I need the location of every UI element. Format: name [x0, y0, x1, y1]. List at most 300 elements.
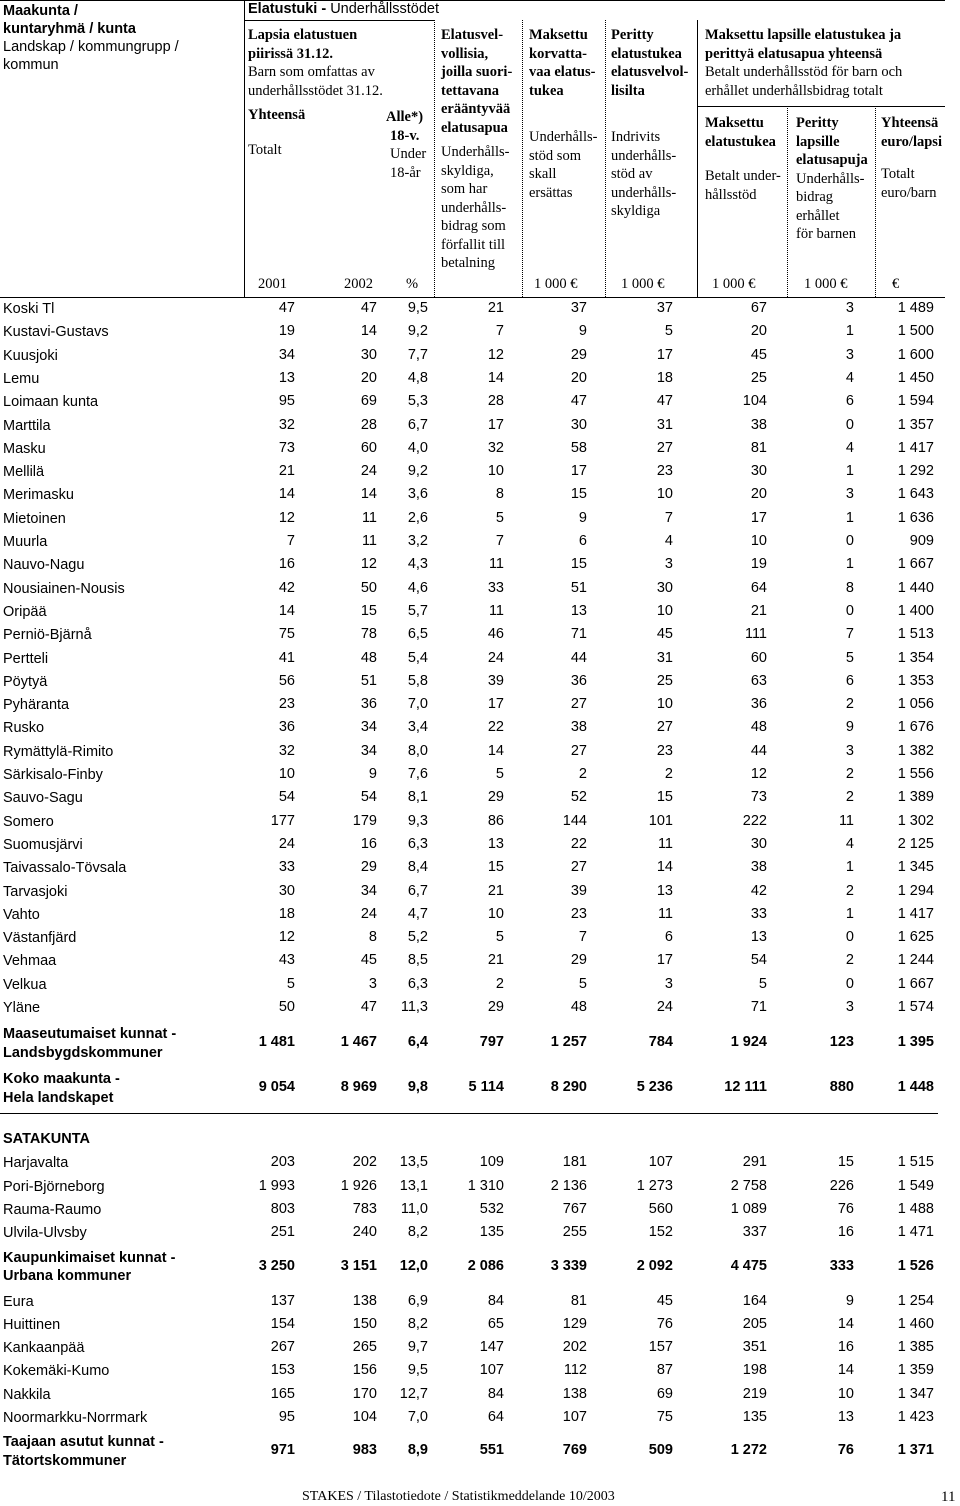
header-line: för barnen: [796, 226, 856, 242]
table-cell: 54: [360, 789, 377, 806]
table-cell: 1 294: [897, 882, 934, 899]
table-cell: 1 526: [897, 1257, 934, 1274]
table-cell: 104: [742, 393, 767, 410]
table-cell: 8,2: [407, 1224, 428, 1241]
row-label: Loimaan kunta: [3, 394, 99, 411]
table-cell: 1 292: [897, 463, 934, 480]
table-cell: 1 600: [897, 346, 934, 363]
header-line: lisilta: [611, 82, 645, 99]
table-row: [0, 347, 960, 370]
table-cell: 1 515: [897, 1154, 934, 1171]
table-cell: 351: [742, 1339, 767, 1356]
table-cell: 76: [656, 1315, 673, 1332]
table-cell: 111: [744, 626, 767, 643]
header-line: stöd som: [529, 147, 581, 164]
table-cell: 21: [278, 463, 295, 480]
table-cell: 509: [648, 1442, 673, 1459]
table-cell: 67: [750, 300, 767, 316]
row-label: Nakkila: [3, 1386, 51, 1403]
table-cell: 47: [278, 300, 295, 316]
table-cell: 5: [664, 323, 673, 340]
header-line: skall: [529, 166, 557, 182]
table-cell: 9: [368, 766, 377, 782]
table-cell: 138: [352, 1292, 377, 1309]
table-cell: 1 395: [897, 1034, 934, 1051]
table-cell: 13: [837, 1409, 854, 1425]
table-cell: 4,8: [407, 369, 428, 386]
table-cell: 1 556: [897, 766, 934, 782]
table-cell: 202: [352, 1154, 377, 1171]
table-cell: 20: [750, 486, 767, 503]
table-cell: 2 758: [730, 1177, 767, 1194]
header-line: underhålls-: [611, 184, 677, 201]
table-cell: 10: [278, 766, 295, 782]
table-cell: 1 467: [340, 1034, 377, 1051]
table-cell: 1 400: [897, 602, 934, 619]
row-label-line: Kaupunkimaiset kunnat -: [3, 1249, 176, 1266]
overdue-header: [441, 26, 512, 273]
table-cell: 3: [845, 486, 854, 503]
table-cell: 13: [656, 882, 673, 899]
table-cell: 4: [845, 835, 854, 852]
table-cell: 28: [487, 393, 504, 410]
row-label: Kustavi-Gustavs: [3, 324, 109, 341]
table-cell: 7: [495, 533, 504, 549]
table-cell: 1 489: [897, 300, 934, 316]
collected-header: [611, 26, 688, 221]
row-label: Särkisalo-Finby: [3, 767, 103, 783]
table-cell: 5: [578, 975, 587, 992]
table-cell: 14: [487, 369, 504, 386]
units-row: 2001 2002 % 1 000 € 1 000 € 1 000 € 1 000 € €: [258, 276, 900, 292]
table-cell: 18: [278, 905, 295, 922]
table-cell: 7: [664, 509, 673, 526]
table-cell: 13,5: [399, 1154, 428, 1171]
table-cell: 157: [648, 1339, 673, 1356]
under18-header: Alle*) 18-v. Under 18-år: [386, 109, 427, 181]
header-line: stöd av: [611, 166, 653, 182]
table-cell: 43: [278, 952, 295, 969]
table-cell: 240: [352, 1224, 377, 1241]
table-cell: 1 302: [897, 812, 934, 829]
table-cell: 12 111: [724, 1079, 767, 1096]
table-cell: 3 339: [550, 1257, 587, 1274]
row-label: Vahto: [3, 906, 40, 923]
table-row: [0, 1316, 960, 1339]
table-row: [0, 1293, 960, 1316]
table-cell: 11: [657, 835, 673, 852]
table-cell: 179: [352, 812, 377, 829]
table-cell: 909: [909, 533, 934, 549]
table-cell: 6: [845, 393, 854, 410]
table-cell: 5: [286, 975, 295, 992]
table-cell: 46: [487, 626, 504, 643]
table-cell: 3 151: [340, 1257, 377, 1274]
header-line: Peritty: [611, 27, 654, 43]
table-cell: 2: [845, 766, 854, 782]
table-cell: 104: [352, 1409, 377, 1425]
table-cell: 48: [750, 719, 767, 736]
table-cell: 10: [656, 696, 673, 713]
table-cell: 33: [750, 905, 767, 922]
row-label: Marttila: [3, 417, 51, 434]
table-cell: 7,7: [407, 346, 428, 363]
table-cell: 1 417: [897, 905, 934, 922]
table-cell: 2: [495, 975, 504, 992]
table-cell: 63: [750, 672, 767, 689]
table-cell: 6: [664, 929, 673, 946]
row-label: Oripää: [3, 603, 47, 620]
table-cell: 5 236: [636, 1079, 673, 1096]
table-cell: 16: [278, 556, 295, 573]
table-cell: 101: [648, 812, 673, 829]
table-cell: 15: [837, 1154, 854, 1171]
table-cell: 1: [845, 323, 854, 340]
table-cell: 11: [361, 509, 377, 526]
table-cell: 30: [570, 416, 587, 433]
table-cell: 36: [750, 696, 767, 713]
header-line: Underhålls-: [529, 129, 598, 145]
table-cell: 9: [845, 1292, 854, 1309]
table-cell: 18: [656, 369, 673, 386]
table-cell: 783: [352, 1200, 377, 1217]
header-line: elatustukea: [611, 45, 682, 62]
table-cell: 11: [488, 556, 504, 573]
table-cell: 784: [648, 1034, 673, 1051]
header-line: skyldiga,: [441, 162, 494, 179]
table-cell: 109: [479, 1154, 504, 1171]
row-label: Sauvo-Sagu: [3, 790, 83, 807]
table-cell: 138: [562, 1385, 587, 1402]
table-cell: 1 389: [897, 789, 934, 806]
table-cell: 1 353: [897, 672, 934, 689]
header-line: erääntyvää: [441, 101, 511, 117]
row-label: [3, 1249, 175, 1286]
table-cell: 1 382: [897, 742, 934, 759]
table-row: [0, 696, 960, 719]
table-cell: 13,1: [399, 1177, 428, 1194]
table-cell: 1 347: [897, 1385, 934, 1402]
header-line: tettavana: [441, 82, 499, 99]
header-line: Underhålls-: [796, 170, 865, 187]
table-cell: 177: [270, 812, 295, 829]
table-cell: 34: [278, 346, 295, 363]
table-cell: 23: [278, 696, 295, 713]
table-cell: 153: [270, 1362, 295, 1379]
table-cell: 2 092: [636, 1257, 673, 1274]
table-cell: 6,5: [407, 626, 428, 643]
table-cell: 0: [845, 416, 854, 433]
table-cell: 2 136: [550, 1177, 587, 1194]
table-cell: 54: [750, 952, 767, 969]
table-cell: 5: [495, 766, 504, 782]
table-cell: 971: [270, 1442, 295, 1459]
table-cell: 95: [278, 393, 295, 410]
row-label: Rauma-Raumo: [3, 1201, 102, 1218]
table-cell: 2 086: [467, 1257, 504, 1274]
table-cell: 42: [750, 882, 767, 899]
table-cell: 78: [360, 626, 377, 643]
table-cell: 41: [278, 649, 295, 666]
table-cell: 24: [360, 463, 377, 480]
table-cell: 1 417: [897, 439, 934, 456]
header-top-rule: [0, 0, 945, 1]
row-label: Harjavalta: [3, 1155, 69, 1172]
table-cell: 14: [656, 859, 673, 876]
table-cell: 16: [837, 1224, 854, 1241]
table-cell: 11: [361, 533, 377, 549]
table-cell: 5,3: [407, 393, 428, 410]
table-row: [0, 1362, 960, 1385]
total-header: Yhteensä Totalt: [248, 107, 306, 158]
table-cell: 1 359: [897, 1362, 934, 1379]
table-row: [0, 859, 960, 882]
table-row: [0, 883, 960, 906]
table-cell: 1 257: [550, 1034, 587, 1051]
table-cell: 5,4: [407, 649, 428, 666]
table-cell: 23: [570, 905, 587, 922]
table-row: [0, 952, 960, 975]
table-cell: 21: [487, 300, 504, 316]
table-cell: 32: [487, 439, 504, 456]
table-row: [0, 323, 960, 346]
table-cell: 75: [278, 626, 295, 643]
table-cell: 38: [750, 416, 767, 433]
table-cell: 69: [360, 393, 377, 410]
table-cell: 64: [487, 1409, 504, 1425]
table-cell: 152: [648, 1224, 673, 1241]
table-cell: 6,7: [407, 882, 428, 899]
table-cell: 147: [479, 1339, 504, 1356]
paid-header: [705, 114, 781, 204]
row-label-line: Landsbygdskommuner: [3, 1044, 163, 1061]
table-cell: 4: [664, 533, 673, 549]
row-label: Perniö-Bjärnå: [3, 627, 92, 644]
table-cell: 29: [360, 859, 377, 876]
table-cell: 170: [352, 1385, 377, 1402]
header-line: vaa elatus-: [529, 64, 596, 80]
row-label: Muurla: [3, 534, 48, 550]
table-cell: 205: [742, 1315, 767, 1332]
header-line: Yhteensä: [881, 115, 939, 131]
table-cell: 219: [742, 1385, 767, 1402]
table-cell: 6,3: [407, 835, 428, 852]
table-cell: 48: [360, 649, 377, 666]
table-cell: 20: [750, 323, 767, 340]
table-cell: 24: [487, 649, 504, 666]
table-cell: 1 272: [730, 1442, 767, 1459]
row-label: Kuusjoki: [3, 347, 58, 364]
table-cell: 880: [829, 1079, 854, 1096]
header-line: elatusapuja: [796, 152, 868, 168]
table-row: [0, 417, 960, 440]
header-line: euro/lapsi: [881, 133, 942, 150]
table-cell: 2 125: [897, 835, 934, 852]
table-cell: 767: [562, 1200, 587, 1217]
table-cell: 2: [845, 882, 854, 899]
table-cell: 1: [845, 905, 854, 922]
table-cell: 16: [837, 1339, 854, 1356]
table-cell: 7,6: [407, 766, 428, 782]
table-cell: 12: [278, 509, 295, 526]
table-cell: 44: [750, 742, 767, 759]
row-label: Koski Tl: [3, 301, 55, 317]
table-cell: 5: [495, 929, 504, 946]
table-cell: 1 625: [897, 929, 934, 946]
table-cell: 28: [360, 416, 377, 433]
header-line: bidrag som: [441, 218, 506, 234]
table-cell: 1 056: [897, 696, 934, 713]
table-cell: 45: [360, 952, 377, 969]
row-label-line: Hela landskapet: [3, 1089, 114, 1106]
table-cell: 181: [562, 1154, 587, 1171]
table-cell: 42: [278, 579, 295, 596]
table-cell: 2: [845, 696, 854, 713]
table-cell: 15: [487, 859, 504, 876]
table-cell: 8 290: [550, 1079, 587, 1096]
table-cell: 51: [360, 672, 377, 689]
table-cell: 25: [656, 672, 673, 689]
table-cell: 8: [368, 929, 377, 946]
table-cell: 76: [837, 1200, 854, 1217]
table-row: [0, 533, 960, 556]
table-cell: 30: [750, 835, 767, 852]
row-label: Kokemäki-Kumo: [3, 1363, 110, 1380]
header-line: Indrivits: [611, 129, 661, 145]
table-cell: 56: [278, 672, 295, 689]
page-number: 11: [941, 1489, 956, 1505]
table-cell: 5: [758, 975, 767, 992]
col-divider: [522, 20, 523, 297]
table-cell: 2: [845, 789, 854, 806]
table-cell: 12: [750, 766, 767, 782]
header-line: joilla suori-: [441, 64, 513, 80]
table-row: [0, 1386, 960, 1409]
row-label-line: Koko maakunta -: [3, 1071, 120, 1088]
table-cell: 5,7: [407, 602, 428, 619]
table-cell: 8,2: [407, 1315, 428, 1332]
table-row: [0, 1224, 960, 1247]
table-cell: 164: [742, 1292, 767, 1309]
table-cell: 87: [656, 1362, 673, 1379]
table-cell: 803: [270, 1200, 295, 1217]
table-cell: 39: [487, 672, 504, 689]
compensation-header: [529, 26, 597, 202]
table-cell: 23: [656, 742, 673, 759]
table-cell: 6,7: [407, 416, 428, 433]
col-divider: [697, 20, 698, 297]
table-cell: 29: [487, 789, 504, 806]
table-cell: 17: [487, 416, 504, 433]
table-cell: 19: [278, 323, 295, 340]
table-cell: 65: [487, 1315, 504, 1332]
table-cell: 222: [742, 812, 767, 829]
row-label: Pyhäranta: [3, 697, 70, 714]
header-line: bidrag: [796, 189, 834, 205]
table-cell: 1 354: [897, 649, 934, 666]
table-cell: 3: [845, 999, 854, 1015]
table-row: [0, 929, 960, 952]
header-line: Totalt: [881, 166, 915, 182]
table-cell: 107: [562, 1409, 587, 1425]
table-row: [0, 300, 960, 323]
table-cell: 84: [487, 1292, 504, 1309]
row-label: Eura: [3, 1293, 34, 1310]
table-cell: 22: [570, 835, 587, 852]
summary-row: [0, 1433, 960, 1473]
header-line: underhålls-: [611, 147, 677, 164]
row-label: Nauvo-Nagu: [3, 557, 85, 574]
group-header: Maksettu lapsille elatustukea ja perittyä elatusapua yhteensä Betalt underhållsstöd för barn och erhållet underhållsbidrag totalt: [705, 27, 903, 99]
table-cell: 14: [837, 1315, 854, 1332]
table-cell: 20: [570, 369, 587, 386]
table-cell: 39: [570, 882, 587, 899]
table-cell: 19: [750, 556, 767, 573]
table-cell: 15: [656, 789, 673, 806]
table-cell: 21: [487, 952, 504, 969]
table-cell: 154: [270, 1315, 295, 1332]
table-cell: 3: [664, 975, 673, 992]
table-cell: 29: [487, 999, 504, 1015]
table-cell: 17: [570, 463, 587, 480]
table-cell: 123: [829, 1034, 854, 1051]
header-bottom-rule: [0, 297, 945, 298]
row-rule: [0, 1113, 938, 1114]
table-row: [0, 580, 960, 603]
table-cell: 10: [656, 486, 673, 503]
table-cell: 0: [845, 929, 854, 946]
table-cell: 86: [487, 812, 504, 829]
table-cell: 31: [656, 416, 673, 433]
col-divider: [244, 0, 245, 297]
header-line: korvatta-: [529, 45, 587, 62]
table-cell: 5,8: [407, 672, 428, 689]
group-rule: [697, 106, 945, 107]
table-cell: 1 244: [897, 952, 934, 969]
table-cell: 48: [570, 999, 587, 1015]
table-cell: 7: [286, 533, 295, 549]
table-cell: 156: [352, 1362, 377, 1379]
table-cell: 1 500: [897, 323, 934, 340]
table-cell: 29: [570, 952, 587, 969]
row-label-line: Tätortskommuner: [3, 1452, 127, 1469]
table-row: [0, 999, 960, 1022]
table-cell: 34: [360, 742, 377, 759]
table-cell: 2,6: [407, 509, 428, 526]
row-label: Yläne: [3, 1000, 41, 1016]
table-cell: 6,9: [407, 1292, 428, 1309]
table-cell: 11,0: [400, 1200, 428, 1217]
table-cell: 1 594: [897, 393, 934, 410]
row-label: Västanfjärd: [3, 930, 77, 947]
table-cell: 1 423: [897, 1409, 934, 1425]
header-line: Underhålls-: [441, 144, 510, 160]
table-cell: 6: [845, 672, 854, 689]
table-cell: 107: [648, 1154, 673, 1171]
row-label: Suomusjärvi: [3, 836, 83, 853]
table-cell: 1: [845, 509, 854, 526]
header-line: lapsille: [796, 133, 840, 150]
table-cell: 1: [845, 463, 854, 480]
header-line: Betalt under-: [705, 168, 781, 184]
table-row: [0, 370, 960, 393]
table-cell: 8,4: [407, 859, 428, 876]
header-line: hållsstöd: [705, 186, 757, 203]
table-cell: 11: [838, 812, 854, 829]
table-cell: 135: [742, 1409, 767, 1425]
table-cell: 37: [656, 300, 673, 316]
table-cell: 8: [495, 486, 504, 503]
